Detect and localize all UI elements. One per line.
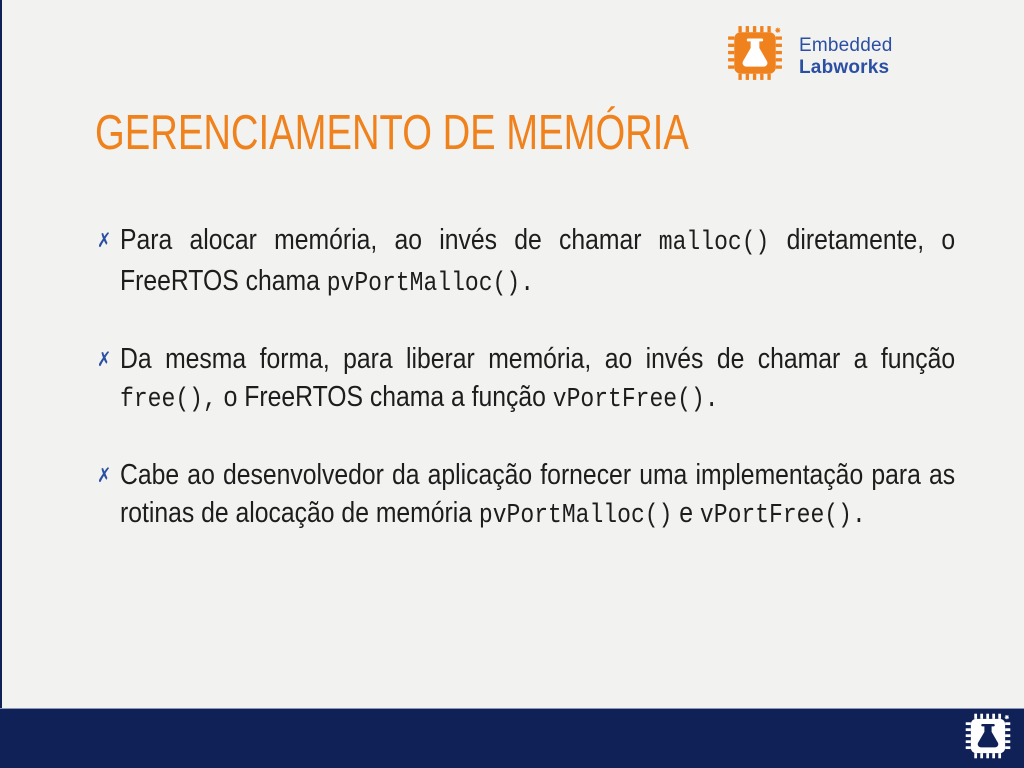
bullet-item <box>97 221 955 303</box>
bullet-list <box>97 221 955 572</box>
footer-bar <box>0 708 1024 768</box>
inline-code: free(), <box>120 385 217 415</box>
bullet-text-segment: diretamente, o FreeRTOS chama <box>120 224 956 297</box>
logo-text-line1: Embedded <box>799 35 893 56</box>
embedded-labworks-chip-icon <box>726 24 784 87</box>
inline-code: pvPortMalloc() <box>478 501 673 531</box>
logo-text <box>799 35 893 79</box>
page-title: GERENCIAMENTO DE MEMÓRIA <box>95 106 689 160</box>
bullet-text-segment: e <box>672 497 700 529</box>
x-bullet-icon: ✗ <box>97 349 112 371</box>
left-edge-bar <box>0 0 2 768</box>
inline-code: malloc() <box>658 228 770 258</box>
bullet-text-segment: Cabe ao desenvolvedor da aplicação fornecer uma implementação para as rotinas de alocação de memória <box>120 459 956 529</box>
bullet-text-segment: o FreeRTOS chama a função <box>216 381 553 413</box>
logo-text-line2: Labworks <box>799 57 890 78</box>
bullet-text-segment: Da mesma forma, para liberar memória, ao invés de chamar a função <box>120 343 956 375</box>
inline-code: vPortFree(). <box>552 385 719 415</box>
inline-code: pvPortMalloc(). <box>326 269 535 299</box>
bullet-item <box>97 340 955 419</box>
footer-chip-icon <box>964 712 1012 765</box>
x-bullet-icon: ✗ <box>97 465 112 487</box>
bullet-text-segment: Para alocar memória, ao invés de chamar <box>120 224 659 256</box>
logo <box>726 24 893 87</box>
bullet-item <box>97 456 955 535</box>
x-bullet-icon: ✗ <box>97 230 112 252</box>
inline-code: vPortFree(). <box>699 501 866 531</box>
